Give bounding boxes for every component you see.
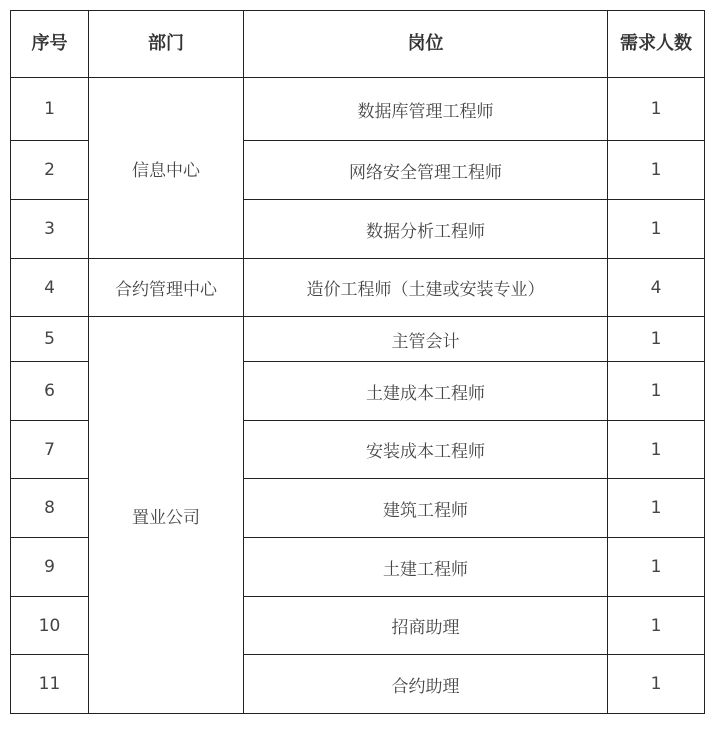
table-row: [11, 259, 705, 317]
cell-count: 1: [608, 655, 705, 714]
header-count: 需求人数: [608, 11, 705, 78]
cell-position: 数据库管理工程师: [244, 78, 608, 141]
cell-no: 1: [11, 78, 89, 141]
recruitment-table: [10, 10, 705, 714]
cell-position: 建筑工程师: [244, 479, 608, 538]
header-no: 序号: [11, 11, 89, 78]
cell-dept: 置业公司: [89, 317, 244, 714]
cell-position: 安装成本工程师: [244, 421, 608, 479]
cell-position: 土建工程师: [244, 538, 608, 597]
cell-no: 9: [11, 538, 89, 597]
cell-no: 11: [11, 655, 89, 714]
cell-count: 1: [608, 597, 705, 655]
cell-no: 5: [11, 317, 89, 362]
cell-position: 数据分析工程师: [244, 200, 608, 259]
cell-count: 1: [608, 317, 705, 362]
table-row: [11, 317, 705, 362]
cell-position: 合约助理: [244, 655, 608, 714]
cell-no: 4: [11, 259, 89, 317]
cell-count: 1: [608, 421, 705, 479]
cell-count: 1: [608, 141, 705, 200]
header-dept: 部门: [89, 11, 244, 78]
cell-no: 3: [11, 200, 89, 259]
cell-position: 造价工程师（土建或安装专业）: [244, 259, 608, 317]
header-position: 岗位: [244, 11, 608, 78]
cell-position: 网络安全管理工程师: [244, 141, 608, 200]
cell-no: 6: [11, 362, 89, 421]
cell-dept: 信息中心: [89, 78, 244, 259]
cell-count: 1: [608, 362, 705, 421]
table-row: [11, 78, 705, 141]
cell-position: 招商助理: [244, 597, 608, 655]
table-header-row: [11, 11, 705, 78]
cell-count: 4: [608, 259, 705, 317]
cell-no: 8: [11, 479, 89, 538]
cell-count: 1: [608, 479, 705, 538]
cell-dept: 合约管理中心: [89, 259, 244, 317]
cell-count: 1: [608, 200, 705, 259]
cell-no: 10: [11, 597, 89, 655]
cell-position: 土建成本工程师: [244, 362, 608, 421]
cell-count: 1: [608, 78, 705, 141]
cell-no: 2: [11, 141, 89, 200]
cell-no: 7: [11, 421, 89, 479]
cell-count: 1: [608, 538, 705, 597]
cell-position: 主管会计: [244, 317, 608, 362]
